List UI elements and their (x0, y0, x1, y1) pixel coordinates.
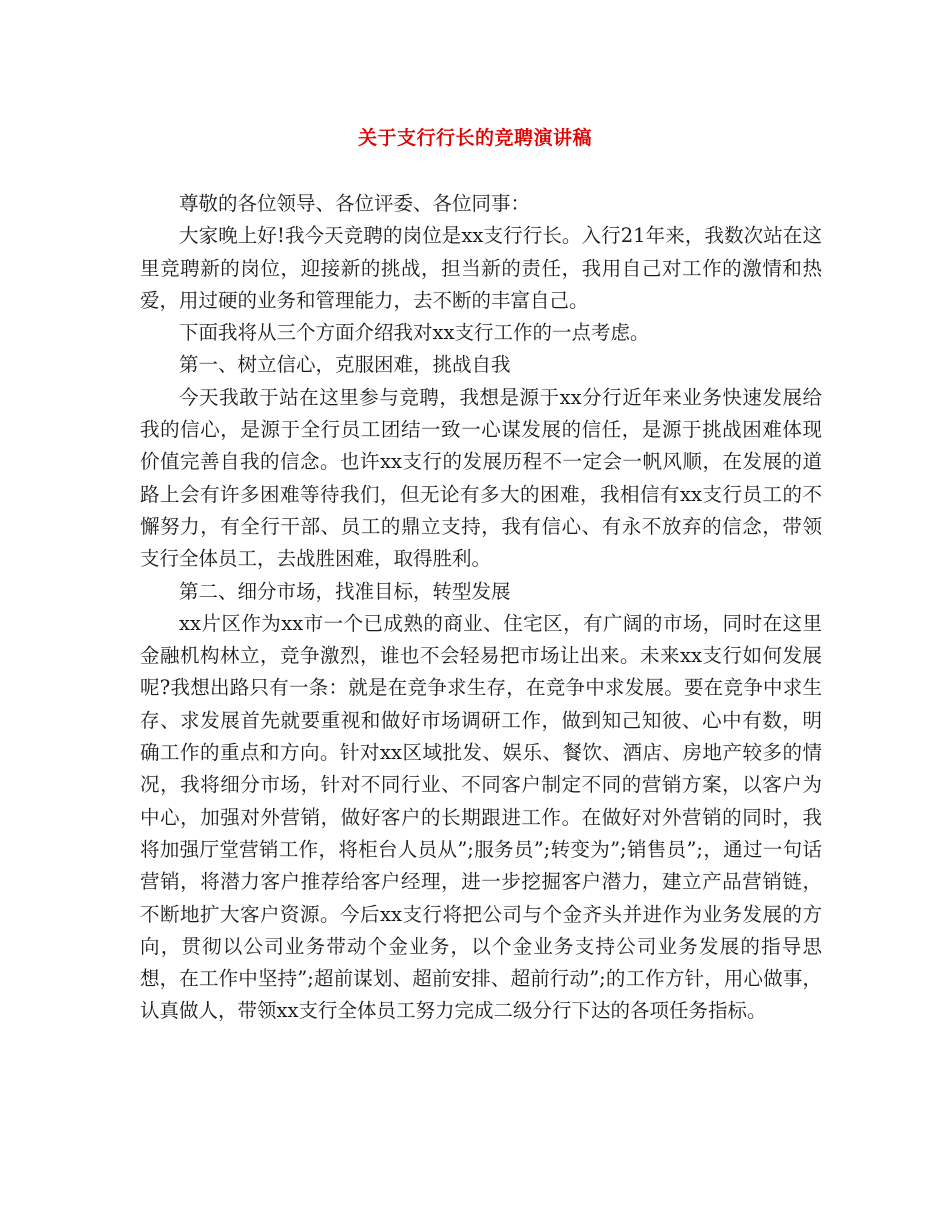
section-heading-2: 第二、细分市场，找准目标，转型发展 (179, 579, 511, 603)
document-body (140, 188, 822, 1028)
section-2-paragraph: xx片区作为xx市一个已成熟的商业、住宅区，有广阔的市场，同时在这里金融机构林立，竞争激烈，谁也不会轻易把市场让出来。未来xx支行如何发展呢?我想出路只有一条：就是在竞争求生存，在竞争中求发展。要在竞争中求生存、求发展首先就要重视和做好市场调研工作，做到知己知彼、心中有数，明确工作的重点和方向。针对xx区域批发、娱乐、餐饮、酒店、房地产较多的情况，我将细分市场，针对不同行业、不同客户制定不同的营销方案，以客户为中心，加强对外营销，做好客户的长期跟进工作。在做好对外营销的同时，我将加强厅堂营销工作，将柜台人员从”;服务员”;转变为”;销售员”;，通过一句话营销，将潜力客户推荐给客户经理，进一步挖掘客户潜力，建立产品营销链，不断地扩大客户资源。今后xx支行将把公司与个金齐头并进作为业务发展的方向，贯彻以公司业务带动个金业务，以个金业务支持公司业务发展的指导思想，在工作中坚持”;超前谋划、超前安排、超前行动”;的工作方针，用心做事，认真做人，带领xx支行全体员工努力完成二级分行下达的各项任务指标。 (140, 611, 822, 1023)
section-1-paragraph: 今天我敢于站在这里参与竞聘，我想是源于xx分行近年来业务快速发展给我的信心，是源于全行员工团结一致一心谋发展的信任，是源于挑战困难体现价值完善自我的信念。也许xx支行的发展历程不一定会一帆风顺，在发展的道路上会有许多困难等待我们，但无论有多大的困难，我相信有xx支行员工的不懈努力，有全行干部、员工的鼎立支持，我有信心、有永不放弃的信念，带领支行全体员工，去战胜困难，取得胜利。 (140, 385, 822, 571)
overview-paragraph: 下面我将从三个方面介绍我对xx支行工作的一点考虑。 (179, 321, 650, 345)
salutation-paragraph: 尊敬的各位领导、各位评委、各位同事： (179, 192, 531, 215)
document-title: 关于支行行长的竞聘演讲稿 (357, 127, 592, 149)
opening-paragraph: 大家晚上好!我今天竞聘的岗位是xx支行行长。入行21年来，我数次站在这里竞聘新的岗位，迎接新的挑战，担当新的责任，我用自己对工作的激情和热爱，用过硬的业务和管理能力，去不断的丰富自己。 (140, 224, 822, 312)
section-heading-1: 第一、树立信心，克服困难，挑战自我 (179, 353, 511, 377)
